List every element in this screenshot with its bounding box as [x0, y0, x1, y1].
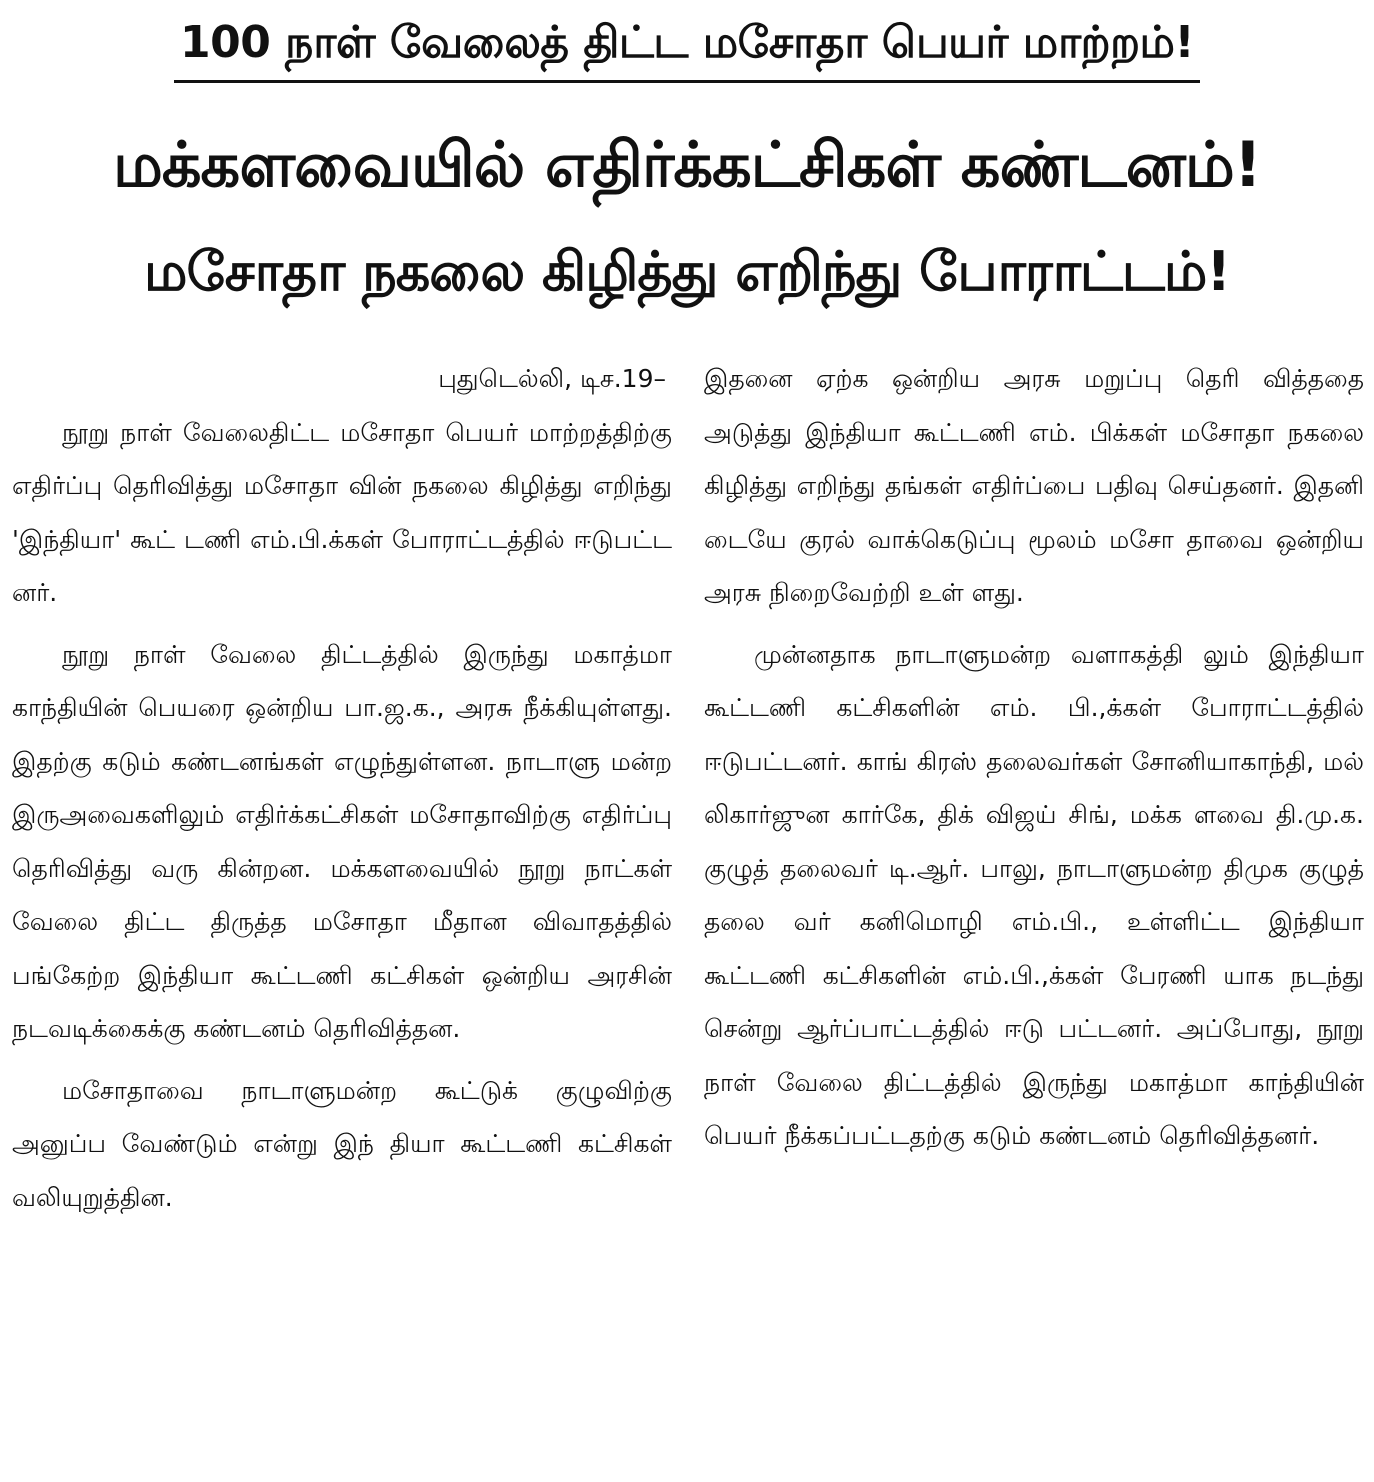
article-paragraph: மசோதாவை நாடாளுமன்ற கூட்டுக் குழுவிற்கு அனுப்ப வேண்டும் என்று இந் தியா கூட்டணி கட்சிகள் வலியுறுத்தின. [12, 1075, 672, 1212]
kicker-wrapper [0, 12, 1374, 83]
kicker-headline: 100 நாள் வேலைத் திட்ட மசோதா பெயர் மாற்றம்! [174, 12, 1200, 83]
main-headline: மக்களவையில் எதிர்க்கட்சிகள் கண்டனம்! [112, 128, 1261, 201]
article-paragraph: நூறு நாள் வேலைதிட்ட மசோதா பெயர் மாற்றத்திற்கு எதிர்ப்பு தெரிவித்து மசோதா வின் நகலை கிழித்து எறிந்து 'இந்தியா' கூட் டணி எம்.பி.க்கள் போராட்டத்தில் ஈடுபட்ட னர். [12, 417, 672, 607]
dateline: புதுடெல்லி, டிச.19– [438, 364, 666, 393]
article-paragraph: நூறு நாள் வேலை திட்டத்தில் இருந்து மகாத்மா காந்தியின் பெயரை ஒன்றிய பா.ஜ.க., அரசு நீக்கியுள்ளது. இதற்கு கடும் கண்டனங்கள் எழுந்துள்ளன. நாடாளு மன்ற இருஅவைகளிலும் எதிர்க்கட்சிகள் மசோதாவிற்கு எதிர்ப்பு தெரிவித்து வரு கின்றன. மக்களவையில் நூறு நாட்கள் வேலை திட்ட திருத்த மசோதா மீதான விவாதத்தில் பங்கேற்ற இந்தியா கூட்டணி கட்சிகள் ஒன்றிய அரசின் நடவடிக்கைக்கு கண்டனம் தெரிவித்தன. [12, 639, 672, 1043]
article-paragraph: முன்னதாக நாடாளுமன்ற வளாகத்தி லும் இந்தியா கூட்டணி கட்சிகளின் எம். பி.,க்கள் போராட்டத்தில் ஈடுபட்டனர். காங் கிரஸ் தலைவர்கள் சோனியாகாந்தி, மல் லிகார்ஜுன கார்கே, திக் விஜய் சிங், மக்க ளவை தி.மு.க. குழுத் தலைவர் டி.ஆர். பாலு, நாடாளுமன்ற திமுக குழுத் தலை வர் கனிமொழி எம்.பி., உள்ளிட்ட இந்தியா கூட்டணி கட்சிகளின் எம்.பி.,க்கள் பேரணி யாக நடந்து சென்று ஆர்ப்பாட்டத்தில் ஈடு பட்டனர். அப்போது, நூறு நாள் வேலை திட்டத்தில் இருந்து மகாத்மா காந்தியின் பெயர் நீக்கப்பட்டதற்கு கடும் கண்டனம் தெரிவித்தனர். [704, 639, 1364, 1150]
article-column-right [704, 352, 1364, 1171]
article-column-left [12, 352, 672, 1232]
sub-headline: மசோதா நகலை கிழித்து எறிந்து போராட்டம்! [144, 240, 1230, 303]
article-paragraph: இதனை ஏற்க ஒன்றிய அரசு மறுப்பு தெரி வித்ததை அடுத்து இந்தியா கூட்டணி எம். பிக்கள் மசோதா நகலை கிழித்து எறிந்து தங்கள் எதிர்ப்பை பதிவு செய்தனர். இதனி டையே குரல் வாக்கெடுப்பு மூலம் மசோ தாவை ஒன்றிய அரசு நிறைவேற்றி உள் ளது. [704, 364, 1364, 607]
